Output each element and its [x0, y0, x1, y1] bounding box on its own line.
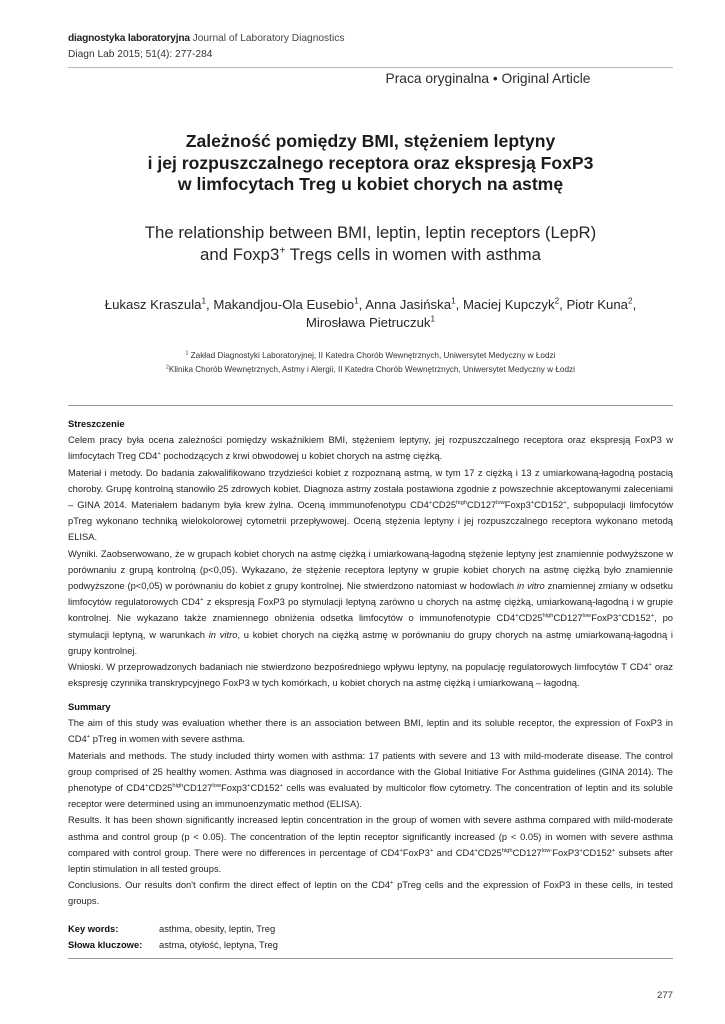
- journal-brand: diagnostyka laboratoryjna: [68, 33, 190, 44]
- abstract-english: [68, 699, 673, 910]
- keywords-english: [68, 921, 275, 937]
- summary-heading: Summary: [68, 702, 111, 712]
- summary-methods: Materials and methods. The study included thirty women with asthma: 17 patients with severe and 13 with mild-moderate disease. The control group comprised of 25 healthy women. Asthma was diagnosed in accordance with the Global Initiative For Asthma guidelines (GINA 2014). The phenotype of $CD4^+CD25^{high}CD127^{low}Foxp3^+CD152^+$ cells was evaluated by multicolor flow cytometry. The concentration of leptin and its soluble receptor were determined using an immunoenzymatic method (ELISA).: [68, 750, 673, 810]
- streszczenie-aim: Celem pracy była ocena zależności pomiędzy wskaźnikiem BMI, stężeniem leptyny, jej rozpuszczalnego receptora oraz ekspresją FoxP3 w limfocytach Treg CD4+ pochodzących z krwi obwodowej u kobiet chorych na astmę ciężką.: [68, 435, 673, 462]
- abstract-polish: [68, 416, 673, 691]
- title-polish: [68, 131, 673, 196]
- affiliation-2: $^2$Klinika Chorób Wewnętrznych, Astmy i Alergii, II Katedra Chorób Wewnętrznych, Uniwersytet Medyczny w Łodzi: [166, 364, 575, 374]
- keywords-en-label: Key words:: [68, 924, 119, 934]
- streszczenie-results: Wyniki. Zaobserwowano, że w grupach kobiet chorych na astmę ciężką i umiarkowaną-łagodną stężenie leptyny jest znamiennie podwyższone w porównaniu z grupą kontrolną (p<0,05). Wykazano, że stężenie receptora leptyny w grupie kobiet chorych na astmę ciężką było znamiennie podwyższone (p<0,05) w porównaniu do kobiet z grupy kontrolnej. Nie stwierdzono natomiast w hodowlach in vitro znamiennej zmiany w odsetku limfocytów regulatorowych CD4+ z ekspresją FoxP3 po stymulacji leptyną zarówno u chorych na astmę ciężką, umiarkowaną-łagodną i w grupie kontrolnej. Nie wykazano także znamiennego obniżenia odsetka limfocytów o immunofenotypie $CD4^+CD25^{high}CD127^{low}FoxP3^+CD152^+$, po stymulacji leptyną, w warunkach in vitro, u kobiet chorych na ciężką astmę w porównaniu do grupy chorych na astmę umiarkowaną-łagodną i grupy kontrolnej.: [68, 548, 674, 656]
- summary-aim: The aim of this study was evaluation whether there is an association between BMI, leptin and its soluble receptor, the expression of FoxP3 in CD4+ pTreg in women with severe asthma.: [68, 718, 673, 745]
- journal-name: Journal of Laboratory Diagnostics: [192, 33, 345, 44]
- streszczenie-conclusions: Wnioski. W przeprowadzonych badaniach nie stwierdzono bezpośredniego wpływu leptyny, na populację regulatorowych limfocytów T CD4+ oraz ekspresję czynnika transkrypcyjnego FoxP3 w tych komórkach, u kobiet chorych na astmę ciężką i umiarkowaną – łagodną.: [68, 661, 673, 689]
- article-type-text: Praca oryginalna • Original Article: [385, 71, 591, 86]
- article-type-label: [0, 71, 673, 86]
- title-english: [68, 222, 673, 265]
- footer-divider: [68, 958, 673, 959]
- title-en-line-2: and Foxp3+ Tregs cells in women with asthma: [200, 244, 541, 264]
- streszczenie-methods: Materiał i metody. Do badania zakwalifikowano trzydzieści kobiet z rozpoznaną astmą, w tym 17 z ciężką i 13 z umiarkowaną-łagodną postacią choroby. Grupę kontrolną stanowiło 25 zdrowych kobiet. Diagnoza astmy została postawiona zgodnie z powszechnie akceptowanymi zaleceniami – GINA 2014. Materiałem badanym była krew żylna. Oceną immmunofenotypu $CD4^+CD25^{high}CD127^{low}Foxp3^+CD152^+$, subpopulacji limfocytów pTreg wykonano techniką wielokolorowej cytometrii przepływowej. Oceną stężenia leptyny i jej rozpuszczalnego receptora wykonano metodą ELISA.: [68, 467, 673, 543]
- summary-results: Results. It has been shown significantly increased leptin concentration in the group of women with severe asthma compared with mild-moderate asthma and control group (p < 0.05). The concentration of the leptin receptor significantly increased (p < 0.05) in women with severe asthma compared with control group. There were no differences in percentage of CD4+FoxP3+ and $CD4^+CD25^{high}CD127^{low-}FoxP3^+CD152^+$ subsets after leptin stimulation in all tested groups.: [68, 815, 673, 875]
- affiliations: [68, 349, 673, 377]
- citation: Diagn Lab 2015; 51(4): 277-284: [68, 49, 213, 60]
- keywords-en-value: asthma, obesity, leptin, Treg: [159, 924, 276, 934]
- streszczenie-heading: Streszczenie: [68, 419, 125, 429]
- affiliation-1: $^1$ Zakład Diagnostyki Laboratoryjnej, II Katedra Chorób Wewnętrznych, Uniwersytet Medyczny w Łodzi: [185, 350, 556, 360]
- page-number: 277: [656, 990, 673, 1001]
- keywords-polish: [68, 937, 278, 953]
- abstract-divider-top: [68, 405, 673, 406]
- header-divider: [68, 67, 673, 68]
- keywords-pl-value: astma, otyłość, leptyna, Treg: [159, 940, 278, 950]
- title-pl-line-2: i jej rozpuszczalnego receptora oraz ekspresją FoxP3: [147, 152, 594, 173]
- title-en-line-1: The relationship between BMI, leptin, leptin receptors (LepR): [144, 223, 597, 242]
- journal-title-line: [68, 31, 344, 47]
- keywords-pl-label: Słowa kluczowe:: [68, 940, 143, 950]
- author-list: Łukasz Kraszula$^1$, Makandjou-Ola Eusebio$^1$, Anna Jasińska$^1$, Maciej Kupczyk$^2$, Piotr Kuna$^2$, Mirosława Pietruczuk$^1$: [104, 296, 637, 330]
- summary-conclusions: Conclusions. Our results don't confirm the direct effect of leptin on the CD4+ pTreg cells and the expression of FoxP3 in these cells, in tested groups.: [68, 880, 673, 907]
- title-pl-line-1: Zależność pomiędzy BMI, stężeniem leptyny: [185, 131, 556, 151]
- title-pl-line-3: w limfocytach Treg u kobiet chorych na astmę: [177, 174, 564, 194]
- journal-header: [68, 31, 344, 63]
